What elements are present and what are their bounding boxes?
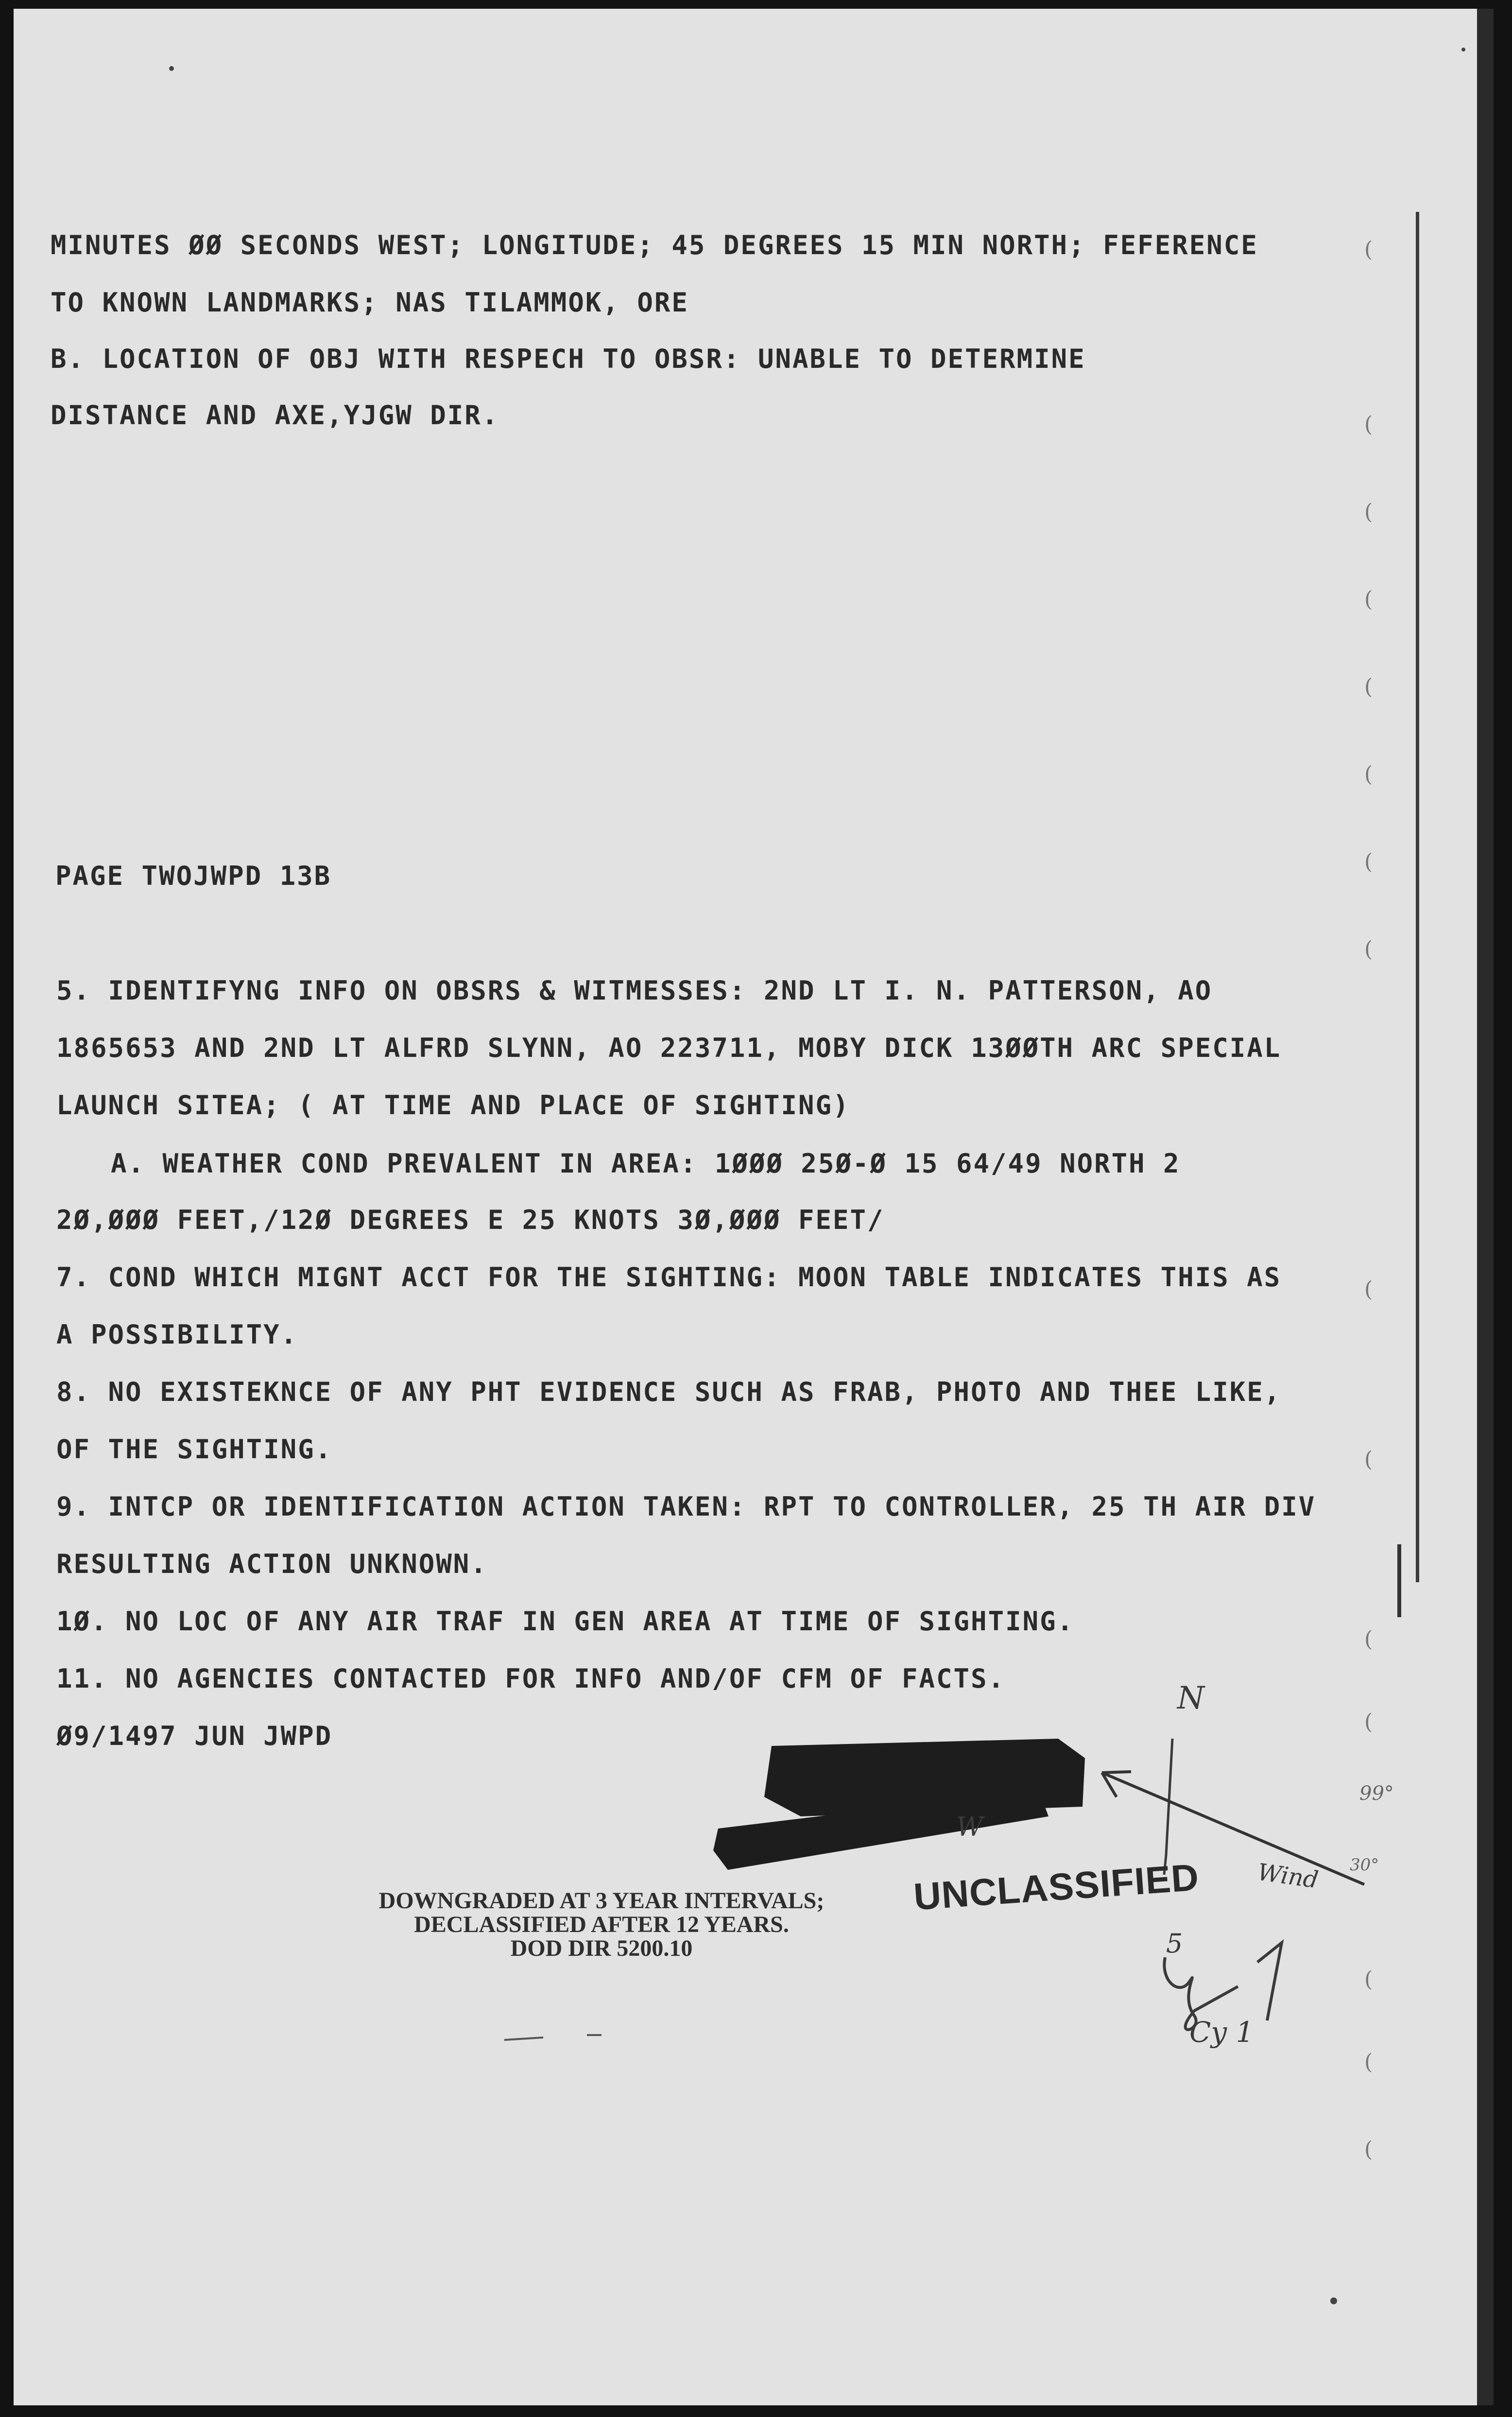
classification-stamp: UNCLASSIFIED bbox=[912, 1855, 1201, 1918]
margin-tick: ( bbox=[1364, 849, 1373, 874]
text-line: 1865653 AND 2ND LT ALFRD SLYNN, AO 223711, MOBY DICK 13ØØTH ARC SPECIAL bbox=[56, 1033, 1282, 1063]
handwritten-degrees-right: 30° bbox=[1350, 1855, 1379, 1875]
text-line: 11. NO AGENCIES CONTACTED FOR INFO AND/OF CFM OF FACTS. bbox=[56, 1663, 1006, 1694]
margin-tick: ( bbox=[1364, 937, 1373, 962]
document-page bbox=[14, 9, 1494, 2405]
text-line: Ø9/1497 JUN JWPD bbox=[56, 1721, 333, 1751]
redaction-mark bbox=[713, 1739, 1085, 1870]
text-line: 5. IDENTIFYNG INFO ON OBSRS & WITMESSES: 2ND LT I. N. PATTERSON, AO bbox=[56, 975, 1213, 1006]
stamp-line: DOWNGRADED AT 3 YEAR INTERVALS; bbox=[378, 1888, 825, 1914]
margin-tick: ( bbox=[1364, 2137, 1373, 2162]
text-line: LAUNCH SITEA; ( AT TIME AND PLACE OF SIGHTING) bbox=[56, 1090, 850, 1121]
downgrade-stamp bbox=[320, 1889, 883, 1961]
handwritten-wind: Wind bbox=[1255, 1858, 1320, 1894]
text-line: A POSSIBILITY. bbox=[56, 1319, 298, 1350]
margin-tick: ( bbox=[1364, 1447, 1373, 1472]
annotation-drawing bbox=[14, 9, 1494, 2405]
text-line: 7. COND WHICH MIGNT ACCT FOR THE SIGHTING: MOON TABLE INDICATES THIS AS bbox=[56, 1262, 1282, 1293]
text-line: OF THE SIGHTING. bbox=[56, 1434, 333, 1465]
text-line: 1Ø. NO LOC OF ANY AIR TRAF IN GEN AREA AT TIME OF SIGHTING. bbox=[56, 1606, 1075, 1637]
text-line: 8. NO EXISTEKNCE OF ANY PHT EVIDENCE SUCH AS FRAB, PHOTO AND THEE LIKE, bbox=[56, 1377, 1282, 1407]
text-line: 2Ø,ØØØ FEET,/12Ø DEGREES E 25 KNOTS 3Ø,ØØØ FEET/ bbox=[56, 1205, 885, 1235]
handwritten-page-number: 5 bbox=[1166, 1928, 1183, 1959]
margin-tick: ( bbox=[1364, 412, 1373, 437]
text-line: RESULTING ACTION UNKNOWN. bbox=[56, 1549, 488, 1579]
margin-tick: ( bbox=[1364, 2050, 1373, 2074]
margin-tick: ( bbox=[1364, 762, 1373, 787]
margin-tick: ( bbox=[1364, 587, 1373, 612]
margin-tick: ( bbox=[1364, 1277, 1373, 1302]
handwritten-degrees-top: 99° bbox=[1359, 1782, 1394, 1805]
text-line: MINUTES ØØ SECONDS WEST; LONGITUDE; 45 DEGREES 15 MIN NORTH; FEFERENCE bbox=[51, 230, 1258, 260]
handwritten-north: N bbox=[1177, 1680, 1204, 1716]
text-line: A. WEATHER COND PREVALENT IN AREA: 1ØØØ 25Ø-Ø 15 64/49 NORTH 2 bbox=[111, 1148, 1181, 1179]
margin-tick: ( bbox=[1364, 1709, 1373, 1734]
handwritten-copy-note: Cy 1 bbox=[1189, 2016, 1254, 2049]
page-header: PAGE TWOJWPD 13B bbox=[55, 861, 332, 891]
handwritten-west: W bbox=[956, 1812, 983, 1842]
stamp-line: DOD DIR 5200.10 bbox=[510, 1935, 693, 1961]
margin-tick: ( bbox=[1364, 237, 1373, 262]
text-line: B. LOCATION OF OBJ WITH RESPECH TO OBSR: UNABLE TO DETERMINE bbox=[51, 344, 1086, 374]
stamp-line: DECLASSIFIED AFTER 12 YEARS. bbox=[414, 1911, 789, 1937]
margin-tick: ( bbox=[1364, 674, 1373, 699]
text-line: 9. INTCP OR IDENTIFICATION ACTION TAKEN: RPT TO CONTROLLER, 25 TH AIR DIV bbox=[56, 1491, 1316, 1522]
margin-tick: ( bbox=[1364, 1967, 1373, 1992]
text-line: DISTANCE AND AXE,YJGW DIR. bbox=[51, 400, 499, 431]
margin-tick: ( bbox=[1364, 500, 1373, 524]
text-line: TO KNOWN LANDMARKS; NAS TILAMMOK, ORE bbox=[51, 287, 689, 318]
margin-tick: ( bbox=[1364, 1627, 1373, 1652]
